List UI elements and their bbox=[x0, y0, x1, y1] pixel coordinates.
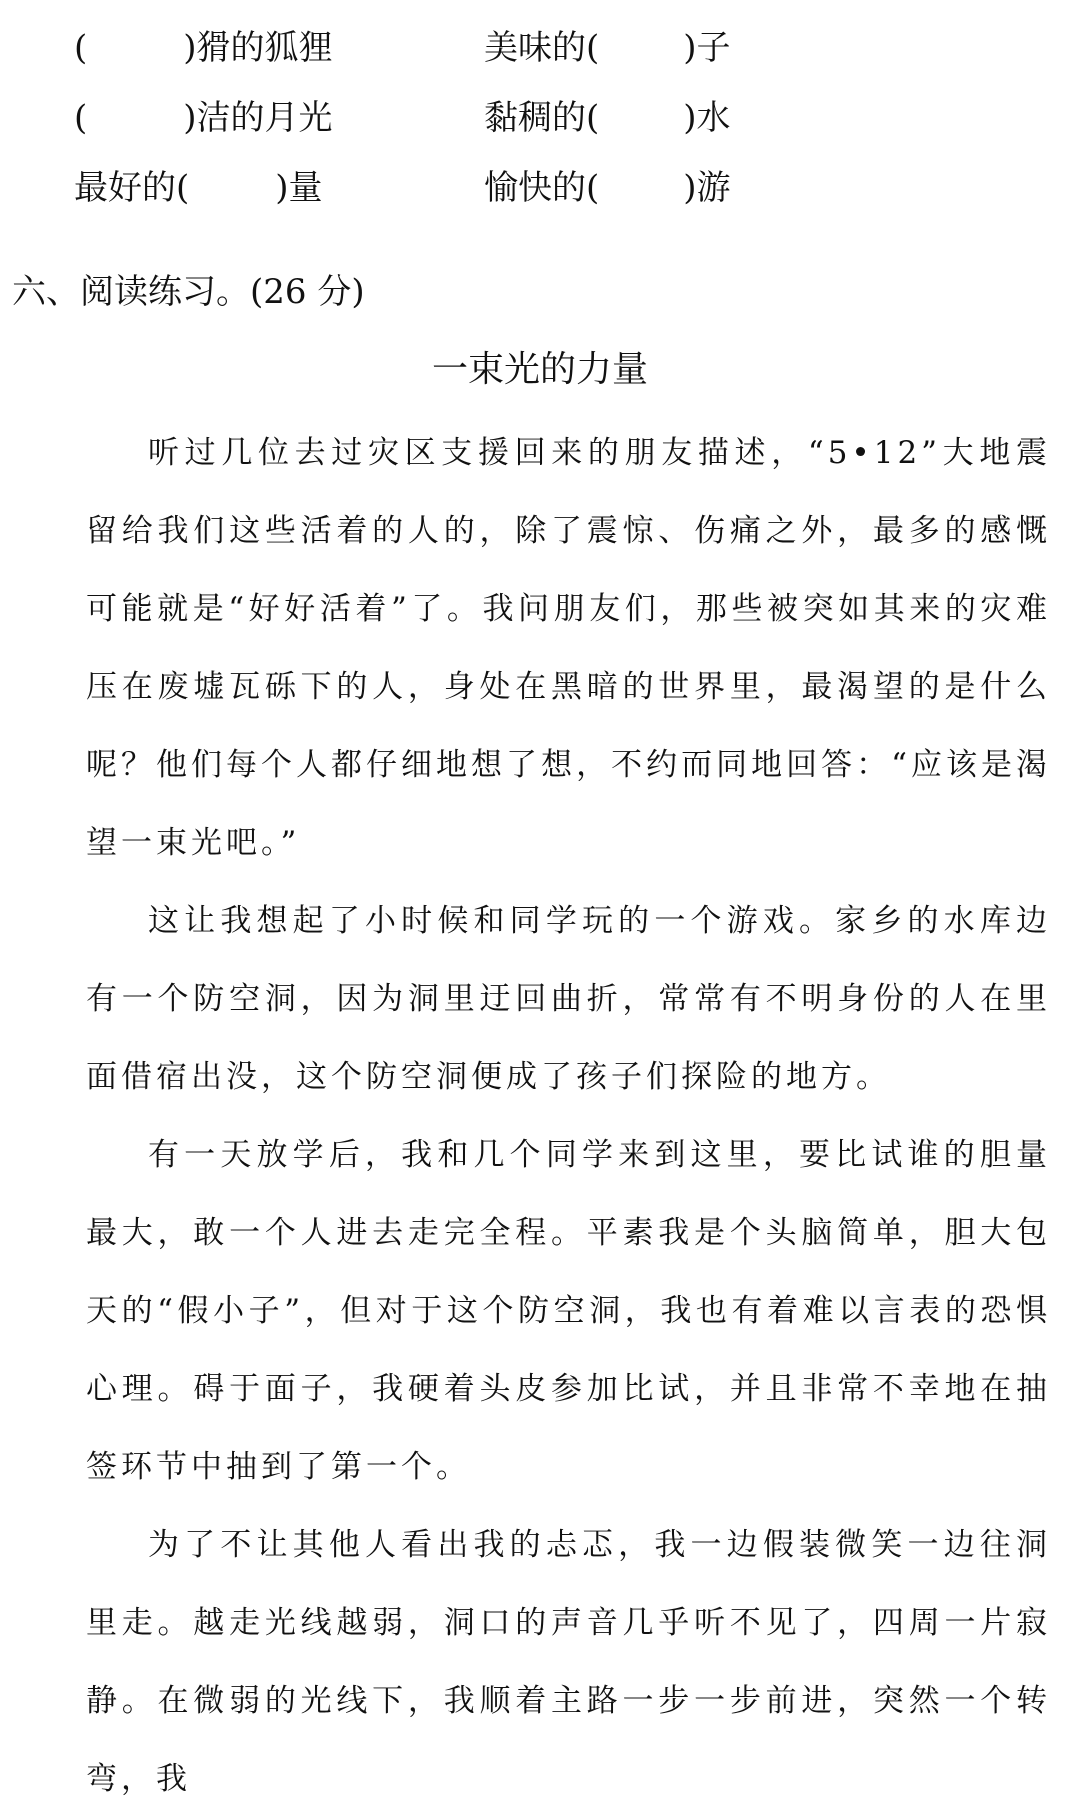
fill-in-after: )游 bbox=[683, 168, 731, 208]
fill-in-item-left bbox=[74, 158, 323, 218]
passage-paragraph: 有一天放学后，我和几个同学来到这里，要比试谁的胆量最大，敢一个人进去走完全程。平素我是个头脑简单，胆大包天的“假小子”，但对于这个防空洞，我也有着难以言表的恐惧心理。碍于面子，我硬着头皮参加比试，并且非常不幸地在抽签环节中抽到了第一个。 bbox=[86, 1137, 1051, 1485]
fill-in-after: )子 bbox=[683, 28, 731, 68]
fill-in-before: 愉快的( bbox=[484, 168, 600, 208]
fill-in-row bbox=[0, 158, 1080, 218]
fill-in-item-left bbox=[74, 18, 333, 78]
passage-body bbox=[86, 414, 1051, 1818]
fill-in-row bbox=[0, 88, 1080, 148]
fill-in-before: 黏稠的( bbox=[484, 98, 600, 138]
fill-in-after: )猾的狐狸 bbox=[183, 28, 333, 68]
fill-in-before: ( bbox=[74, 28, 88, 68]
passage-paragraph: 听过几位去过灾区支援回来的朋友描述，“5•12”大地震留给我们这些活着的人的，除了震惊、伤痛之外，最多的感慨可能就是“好好活着”了。我问朋友们，那些被突如其来的灾难压在废墟瓦砾下的人，身处在黑暗的世界里，最渴望的是什么呢？他们每个人都仔细地想了想，不约而同地回答：“应该是渴望一束光吧。” bbox=[86, 435, 1051, 861]
fill-in-item-right bbox=[484, 88, 731, 148]
fill-in-after: )水 bbox=[683, 98, 731, 138]
fill-in-item-left bbox=[74, 88, 333, 148]
passage-paragraph: 为了不让其他人看出我的忐忑，我一边假装微笑一边往洞里走。越走光线越弱，洞口的声音几乎听不见了，四周一片寂静。在微弱的光线下，我顺着主路一步一步前进，突然一个转弯，我 bbox=[86, 1527, 1051, 1797]
passage-paragraph: 这让我想起了小时候和同学玩的一个游戏。家乡的水库边有一个防空洞，因为洞里迂回曲折，常常有不明身份的人在里面借宿出没，这个防空洞便成了孩子们探险的地方。 bbox=[86, 903, 1051, 1095]
fill-in-item-right bbox=[484, 18, 731, 78]
fill-in-row bbox=[0, 18, 1080, 78]
fill-in-before: 最好的( bbox=[74, 168, 190, 208]
fill-in-before: 美味的( bbox=[484, 28, 600, 68]
fill-in-item-right bbox=[484, 158, 731, 218]
passage-title: 一束光的力量 bbox=[431, 349, 648, 390]
fill-in-after: )量 bbox=[275, 168, 323, 208]
section-heading: 六、阅读练习。(26 分) bbox=[12, 272, 365, 312]
fill-in-after: )洁的月光 bbox=[183, 98, 333, 138]
fill-in-before: ( bbox=[74, 98, 88, 138]
